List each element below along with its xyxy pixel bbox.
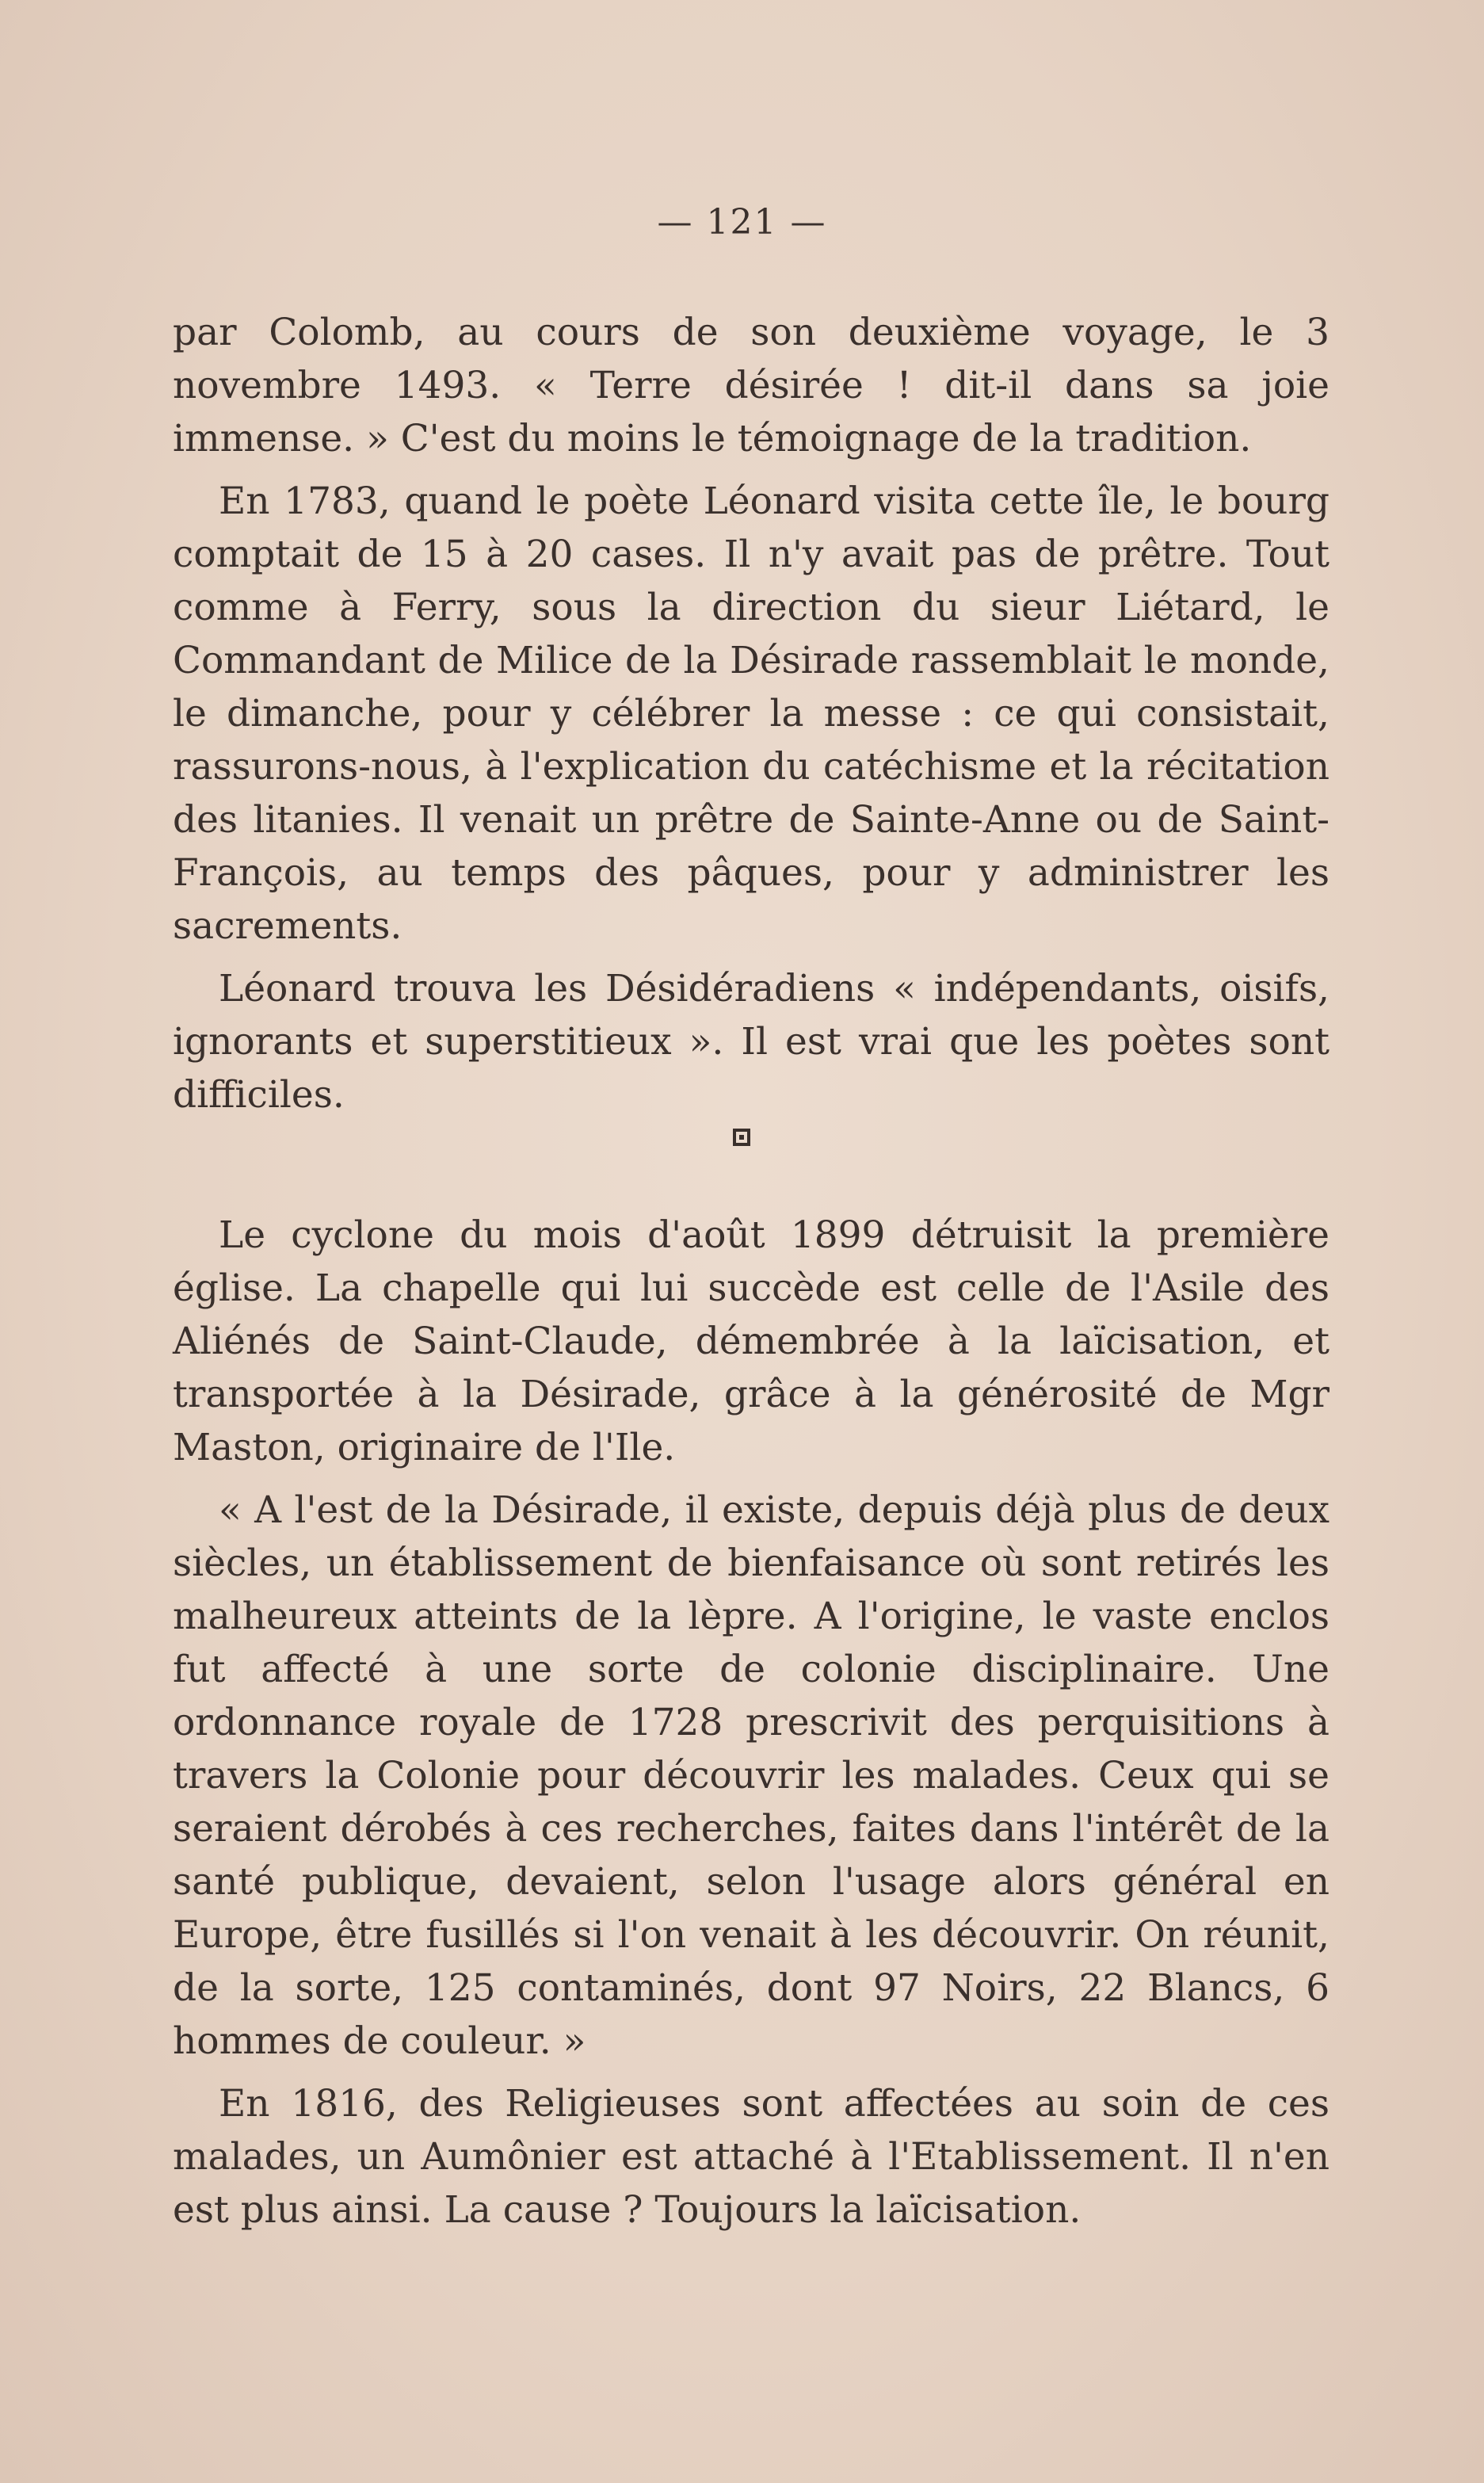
paragraph: Léonard trouva les Désidéradiens « indépendants, oisifs, ignorants et superstitieux ». Il est vrai que les poètes sont difficiles. [173, 967, 1329, 1117]
page-number: — 121 — [657, 202, 827, 243]
paragraph: En 1783, quand le poète Léonard visita cette île, le bourg comptait de 15 à 20 cases. Il n'y avait pas de prêtre. Tout comme à Ferry, sous la direction du sieur Liétard, le Commandant de Milice de la Désirade rassemblait le monde, le dimanche, pour y célébrer la messe : ce qui consistait, rassurons-nous, à l'explication du catéchisme et la récitation des litanies. Il venait un prêtre de Sainte-Anne ou de Saint-François, au temps des pâques, pour y administrer les sacrements. [173, 479, 1329, 948]
section-separator-icon [733, 1129, 750, 1146]
text-section-2 [173, 1209, 1329, 2246]
paragraph: par Colomb, au cours de son deuxième voyage, le 3 novembre 1493. « Terre désirée ! dit-il dans sa joie immense. » C'est du moins le témoignage de la tradition. [173, 311, 1329, 460]
paragraph: En 1816, des Religieuses sont affectées au soin de ces malades, un Aumônier est attaché à l'Etablissement. Il n'en est plus ainsi. La cause ? Toujours la laïcisation. [173, 2082, 1329, 2232]
text-section-1 [173, 306, 1329, 1131]
paragraph: Le cyclone du mois d'août 1899 détruisit la première église. La chapelle qui lui succède est celle de l'Asile des Aliénés de Saint-Claude, démembrée à la laïcisation, et transportée à la Désirade, grâce à la générosité de Mgr Maston, originaire de l'Ile. [173, 1213, 1329, 1469]
paragraph: « A l'est de la Désirade, il existe, depuis déjà plus de deux siècles, un établissement de bienfaisance où sont retirés les malheureux atteints de la lèpre. A l'origine, le vaste enclos fut affecté à une sorte de colonie disciplinaire. Une ordonnance royale de 1728 prescrivit des perquisitions à travers la Colonie pour découvrir les malades. Ceux qui se seraient dérobés à ces recherches, faites dans l'intérêt de la santé publique, devaient, selon l'usage alors général en Europe, être fusillés si l'on venait à les découvrir. On réunit, de la sorte, 125 contaminés, dont 97 Noirs, 22 Blancs, 6 hommes de couleur. » [173, 1488, 1329, 2063]
